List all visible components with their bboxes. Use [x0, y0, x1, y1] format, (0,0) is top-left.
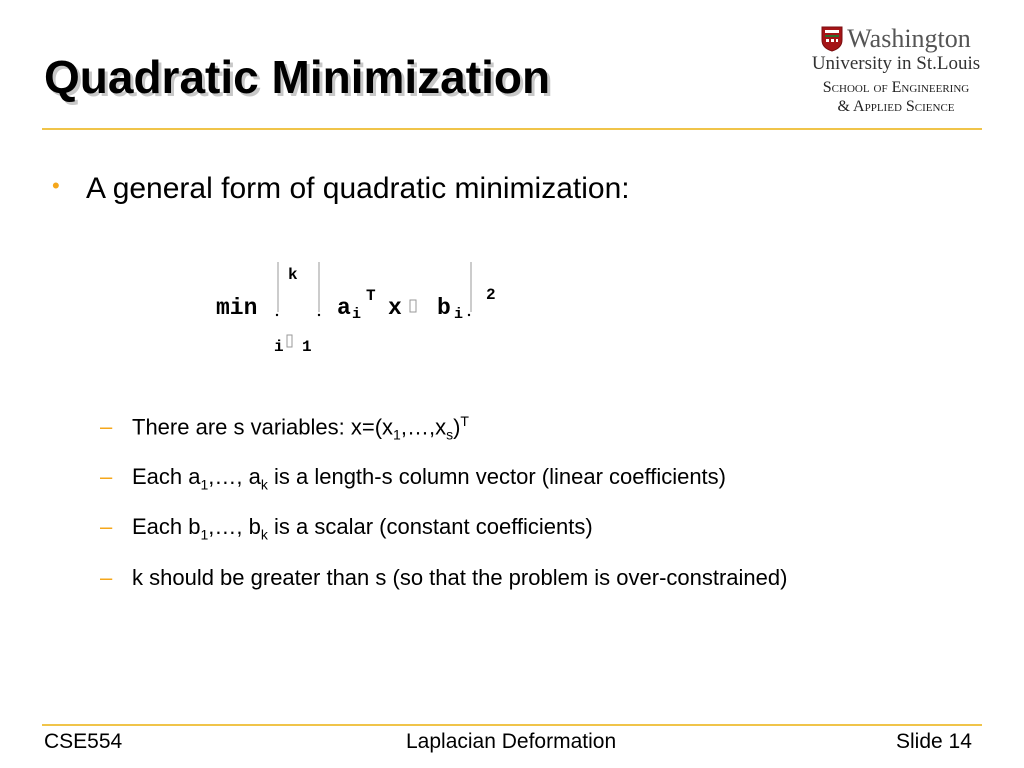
logo-applied-science: & Applied Science	[837, 98, 955, 115]
logo-washington: Washington	[847, 24, 971, 53]
formula-b: b	[437, 295, 451, 321]
bullet-dot-icon: •	[52, 173, 60, 199]
formula-a-sup: T	[366, 287, 376, 305]
formula-equals-box	[287, 335, 292, 347]
sub-bullet-b-scalars: – Each $b_1,\dots$, $b_k$ is a scalar (constant coefficients)	[100, 514, 593, 543]
footer-course: CSE554	[44, 730, 123, 753]
formula-lower-limit: i	[274, 338, 284, 356]
formula-power: 2	[486, 286, 496, 304]
footer-slide-number: Slide 14	[896, 730, 972, 753]
dash-icon: –	[100, 514, 113, 539]
sub-bullet-variables: – There are s variables: $x=(x_1,\dots,x_s)^T$	[100, 413, 469, 443]
sub-bullet-a-vectors: – Each $a_1,\dots$, $a_k$ is a length-s column vector (linear coefficients)	[100, 464, 726, 493]
logo-school: School of Engineering	[822, 79, 970, 96]
footer-divider	[42, 724, 982, 726]
dash-icon: –	[100, 565, 113, 590]
slide-title: Quadratic Minimization	[44, 51, 551, 103]
title-divider	[42, 128, 982, 130]
main-bullet	[52, 172, 630, 206]
sub-bullet-overconstrained: – k should be greater than s (so that the problem is over-constrained)	[100, 565, 788, 590]
formula-minus-box	[410, 300, 416, 312]
footer-topic: Laplacian Deformation	[406, 730, 617, 753]
main-bullet-text: A general form of quadratic minimization:	[86, 172, 630, 205]
formula-lower-value: 1	[302, 338, 312, 356]
formula-a-sub: i	[352, 306, 362, 323]
dash-icon: –	[100, 414, 113, 440]
formula-a: a	[337, 295, 351, 321]
formula-upper-limit: k	[288, 266, 298, 284]
logo-university: University in St.Louis	[811, 53, 981, 74]
formula-x: x	[388, 295, 402, 321]
university-logo	[808, 26, 984, 118]
formula-b-sub: i	[454, 306, 464, 323]
university-seal-icon	[821, 26, 843, 52]
dash-icon: –	[100, 464, 113, 489]
formula-min: min	[216, 295, 258, 321]
